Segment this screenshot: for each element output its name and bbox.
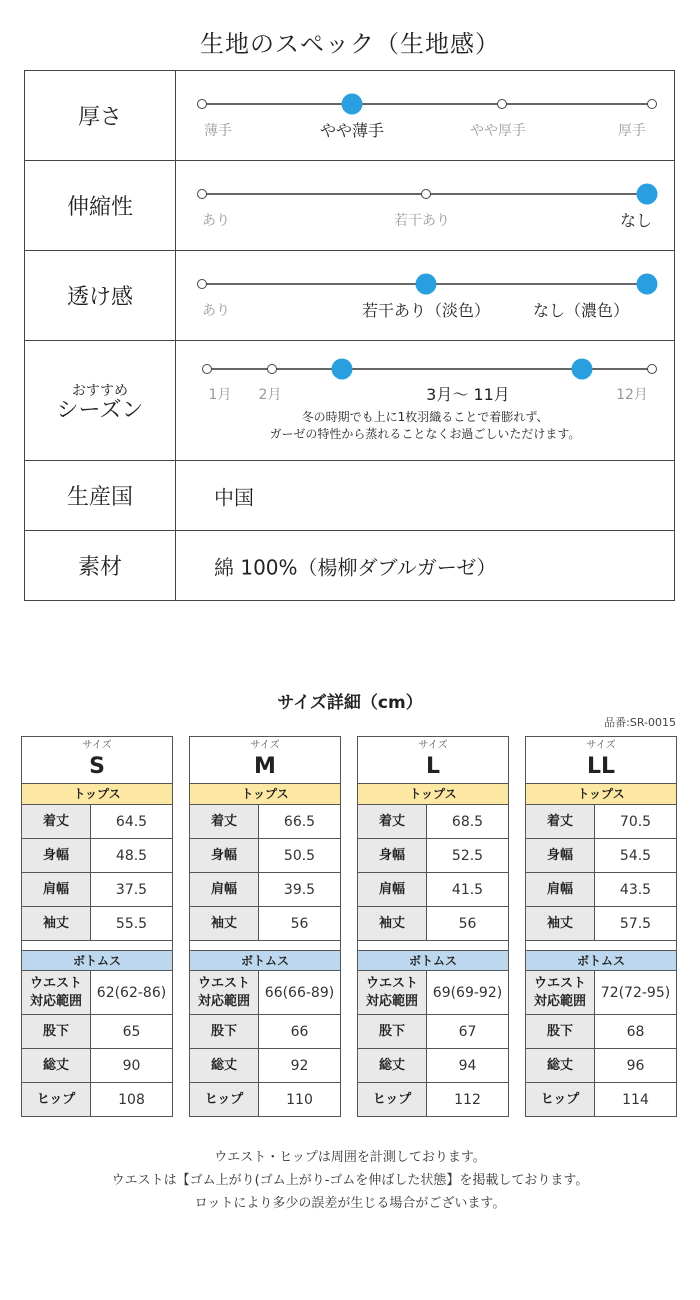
- table-row: [22, 839, 172, 873]
- tops-band: トップス: [525, 784, 677, 804]
- row-value: 90: [122, 1057, 141, 1074]
- row-label: ヒップ: [22, 1083, 91, 1116]
- scale-dot-selected: [572, 359, 593, 380]
- table-row: [526, 805, 676, 839]
- row-label: ヒップ: [526, 1083, 595, 1116]
- row-label-line: ウエスト: [365, 975, 418, 991]
- scale-dot: [202, 364, 212, 374]
- bottoms-band: ボトムス: [525, 950, 677, 970]
- row-label-line: ウエスト: [197, 975, 250, 991]
- tops-table: [189, 804, 341, 941]
- table-row: [526, 971, 676, 1015]
- table-row: [358, 839, 508, 873]
- spacer: [525, 941, 677, 950]
- row-value: 112: [454, 1091, 481, 1108]
- row-label: [358, 971, 427, 1014]
- row-label: 股下: [526, 1015, 595, 1048]
- spec-row-season: [25, 341, 675, 461]
- spacer: [21, 941, 173, 950]
- row-label: 袖丈: [190, 907, 259, 940]
- spec-row-sheer: [25, 251, 675, 341]
- size-header-label: サイズ: [586, 740, 616, 751]
- stretch-scale: [176, 161, 674, 250]
- row-value: 68.5: [451, 813, 484, 830]
- table-row: [190, 805, 340, 839]
- row-label: 袖丈: [22, 907, 91, 940]
- season-label-small: おすすめ: [71, 382, 129, 399]
- size-card-ll: [525, 736, 677, 1117]
- table-row: [190, 971, 340, 1015]
- size-name: LL: [586, 754, 616, 779]
- row-value: 108: [118, 1091, 145, 1108]
- row-value: 94: [458, 1057, 477, 1074]
- row-value: 56: [458, 915, 477, 932]
- tick-label: やや厚手: [470, 123, 526, 139]
- material-label: 素材: [25, 531, 176, 600]
- bottoms-band: ボトムス: [357, 950, 509, 970]
- row-label: 股下: [190, 1015, 259, 1048]
- bottoms-band: ボトムス: [189, 950, 341, 970]
- season-note-line: 冬の時期でも上に1枚羽織ることで着膨れず、: [301, 410, 549, 424]
- row-label: 肩幅: [22, 873, 91, 906]
- row-label: 股下: [22, 1015, 91, 1048]
- scale-dot: [197, 279, 207, 289]
- table-row: [22, 1083, 172, 1117]
- table-row: [526, 1049, 676, 1083]
- row-value: 66: [290, 1023, 309, 1040]
- table-row: [358, 907, 508, 941]
- note-line: ウエストは【ゴム上がり(ゴム上がり-ゴムを伸ばした状態】を掲載しております。: [111, 1173, 589, 1188]
- fabric-spec-table: [24, 70, 675, 601]
- row-value: 39.5: [283, 881, 316, 898]
- item-number: 品番:SR-0015: [604, 716, 676, 729]
- scale-dot: [197, 99, 207, 109]
- bottoms-table: [357, 970, 509, 1117]
- row-value: 65: [122, 1023, 141, 1040]
- row-label-line: 対応範囲: [365, 993, 418, 1009]
- row-value: 55.5: [115, 915, 148, 932]
- spacer: [189, 941, 341, 950]
- tops-band: トップス: [21, 784, 173, 804]
- bottoms-table: [525, 970, 677, 1117]
- row-label: 身幅: [22, 839, 91, 872]
- sheer-label: 透け感: [25, 251, 176, 340]
- row-value: 48.5: [115, 847, 148, 864]
- table-row: [190, 839, 340, 873]
- row-label-line: 対応範囲: [29, 993, 82, 1009]
- size-card-header: [189, 736, 341, 784]
- row-label: 着丈: [22, 805, 91, 838]
- origin-value: 中国: [214, 485, 254, 509]
- row-label: 身幅: [526, 839, 595, 872]
- row-label: 着丈: [358, 805, 427, 838]
- material-value: 綿 100%（楊柳ダブルガーゼ）: [214, 555, 497, 579]
- row-label: 身幅: [358, 839, 427, 872]
- row-value: 66(66-89): [264, 984, 335, 1001]
- table-row: [358, 873, 508, 907]
- spec-row-material: [25, 531, 675, 601]
- row-label: 肩幅: [190, 873, 259, 906]
- row-label: 肩幅: [358, 873, 427, 906]
- thickness-label: 厚さ: [25, 71, 176, 160]
- row-label: 総丈: [526, 1049, 595, 1082]
- spec-title: 生地のスペック（生地感）: [200, 30, 500, 58]
- size-header-label: サイズ: [418, 740, 448, 751]
- row-value: 54.5: [619, 847, 652, 864]
- table-row: [526, 1083, 676, 1117]
- tick-label: 1月: [208, 387, 232, 403]
- season-scale: [176, 341, 674, 460]
- row-label: 袖丈: [358, 907, 427, 940]
- scale-dot: [497, 99, 507, 109]
- row-label-line: ウエスト: [533, 975, 586, 991]
- tick-label: あり: [202, 213, 230, 229]
- table-row: [358, 1083, 508, 1117]
- tick-label: あり: [202, 303, 230, 319]
- bottoms-table: [189, 970, 341, 1117]
- spec-row-origin: [25, 461, 675, 531]
- size-name: L: [425, 754, 441, 779]
- size-name: M: [254, 754, 276, 779]
- table-row: [190, 1015, 340, 1049]
- note-line: ロットにより多少の誤差が生じる場合がございます。: [194, 1196, 506, 1211]
- table-row: [190, 1083, 340, 1117]
- tick-label-selected: やや薄手: [319, 121, 385, 140]
- scale-dot-selected: [637, 184, 658, 205]
- scale-dot: [421, 189, 431, 199]
- season-range-label: 3月～ 11月: [426, 385, 510, 404]
- size-title: サイズ詳細（cm）: [277, 693, 423, 713]
- row-value: 50.5: [283, 847, 316, 864]
- table-row: [526, 839, 676, 873]
- bottoms-table: [21, 970, 173, 1117]
- row-value: 41.5: [451, 881, 484, 898]
- row-label: 袖丈: [526, 907, 595, 940]
- spec-row-thickness: [25, 71, 675, 161]
- row-value: 64.5: [115, 813, 148, 830]
- table-row: [358, 1049, 508, 1083]
- tops-table: [357, 804, 509, 941]
- size-header-label: サイズ: [250, 740, 280, 751]
- row-value: 52.5: [451, 847, 484, 864]
- row-label: 総丈: [22, 1049, 91, 1082]
- tick-label-selected: 若干あり（淡色）: [361, 301, 491, 320]
- table-row: [526, 1015, 676, 1049]
- row-label: [190, 971, 259, 1014]
- row-label-line: ウエスト: [29, 975, 82, 991]
- tick-label: 12月: [616, 387, 648, 403]
- row-value: 96: [626, 1057, 645, 1074]
- origin-label: 生産国: [25, 461, 176, 530]
- tick-label: 若干あり: [394, 213, 450, 229]
- row-label-line: 対応範囲: [533, 993, 586, 1009]
- table-row: [22, 805, 172, 839]
- row-label: [22, 971, 91, 1014]
- row-value: 37.5: [115, 881, 148, 898]
- scale-dot-selected: [332, 359, 353, 380]
- size-card-header: [357, 736, 509, 784]
- row-value: 62(62-86): [96, 984, 167, 1001]
- row-value: 92: [290, 1057, 309, 1074]
- scale-dot-selected: [637, 274, 658, 295]
- row-value: 56: [290, 915, 309, 932]
- row-label: 股下: [358, 1015, 427, 1048]
- table-row: [358, 1015, 508, 1049]
- note-line: ウエスト・ヒップは周囲を計測しております。: [214, 1150, 486, 1165]
- spacer: [357, 941, 509, 950]
- row-label: ヒップ: [358, 1083, 427, 1116]
- tick-label: 薄手: [204, 123, 232, 139]
- scale-dot: [647, 99, 657, 109]
- tick-label: 2月: [258, 387, 282, 403]
- scale-dot: [267, 364, 277, 374]
- season-note-line: ガーゼの特性から蒸れることなくお過ごしいただけます。: [269, 427, 581, 441]
- row-label: 総丈: [190, 1049, 259, 1082]
- season-note: [176, 409, 674, 443]
- row-value: 72(72-95): [600, 984, 671, 1001]
- row-value: 114: [622, 1091, 649, 1108]
- season-label-big: シーズン: [56, 397, 144, 423]
- size-name: S: [89, 754, 105, 779]
- tops-band: トップス: [357, 784, 509, 804]
- size-card-header: [21, 736, 173, 784]
- row-value: 69(69-92): [432, 984, 503, 1001]
- row-label: 身幅: [190, 839, 259, 872]
- row-label: 総丈: [358, 1049, 427, 1082]
- row-label: [526, 971, 595, 1014]
- table-row: [22, 1015, 172, 1049]
- table-row: [190, 907, 340, 941]
- tick-label: 厚手: [618, 123, 646, 139]
- season-label: [25, 341, 176, 460]
- size-header-label: サイズ: [82, 740, 112, 751]
- row-value: 110: [286, 1091, 313, 1108]
- row-value: 43.5: [619, 881, 652, 898]
- size-notes: [0, 1146, 700, 1215]
- table-row: [358, 805, 508, 839]
- row-value: 68: [626, 1023, 645, 1040]
- row-label: 着丈: [526, 805, 595, 838]
- tops-table: [525, 804, 677, 941]
- tick-label-selected: なし: [619, 211, 653, 230]
- table-row: [22, 907, 172, 941]
- row-label: 肩幅: [526, 873, 595, 906]
- sheer-scale: [176, 251, 674, 340]
- row-value: 70.5: [619, 813, 652, 830]
- bottoms-band: ボトムス: [21, 950, 173, 970]
- tick-label-selected: なし（濃色）: [532, 301, 630, 320]
- thickness-scale: [176, 71, 674, 160]
- table-row: [22, 971, 172, 1015]
- table-row: [190, 873, 340, 907]
- row-label-line: 対応範囲: [197, 993, 250, 1009]
- scale-dot: [647, 364, 657, 374]
- row-value: 67: [458, 1023, 477, 1040]
- scale-dot: [197, 189, 207, 199]
- material-body: [176, 531, 674, 600]
- row-label: ヒップ: [190, 1083, 259, 1116]
- scale-dot-selected: [342, 94, 363, 115]
- table-row: [358, 971, 508, 1015]
- size-card-header: [525, 736, 677, 784]
- tops-band: トップス: [189, 784, 341, 804]
- stretch-label: 伸縮性: [25, 161, 176, 250]
- spec-row-stretch: [25, 161, 675, 251]
- table-row: [22, 873, 172, 907]
- size-card-m: [189, 736, 341, 1117]
- row-value: 66.5: [283, 813, 316, 830]
- table-row: [22, 1049, 172, 1083]
- table-row: [526, 907, 676, 941]
- tops-table: [21, 804, 173, 941]
- table-row: [526, 873, 676, 907]
- scale-dot-selected: [416, 274, 437, 295]
- size-card-l: [357, 736, 509, 1117]
- scale-line: [202, 103, 652, 105]
- row-value: 57.5: [619, 915, 652, 932]
- size-card-s: [21, 736, 173, 1117]
- table-row: [190, 1049, 340, 1083]
- origin-body: [176, 461, 674, 530]
- row-label: 着丈: [190, 805, 259, 838]
